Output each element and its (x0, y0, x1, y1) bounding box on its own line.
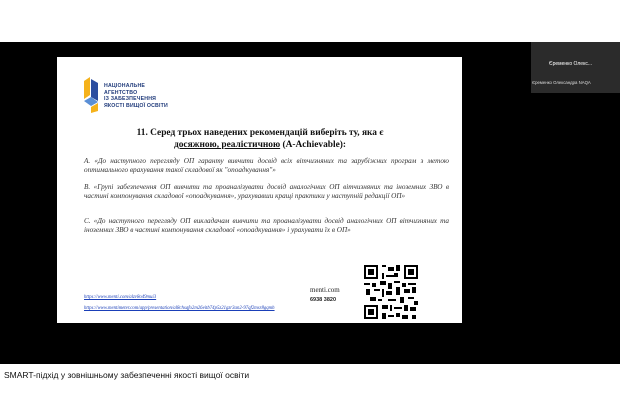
question-title-part2: (A-Achievable): (280, 140, 346, 150)
question-title-underlined: досяжною, реалістичною (174, 140, 281, 150)
logo-line-2: АГЕНТСТВО (104, 89, 138, 96)
logo-line-4: ЯКОСТІ ВИЩОЇ ОСВІТИ (104, 102, 168, 109)
video-caption: SMART-підхід у зовнішньому забезпеченні якості вищої освіти (4, 370, 250, 380)
menti-site-label: menti.com (310, 286, 340, 294)
option-b: В. «Групі забезпечення ОП вивчити та проаналізувати досвід аналогічних ОП вітчизняних та іноземних ЗВО в частині компонування складової «опоадкування», урахувавши кращі практики у наступній редакції ОП» (84, 183, 449, 200)
logo-line-1: НАЦІОНАЛЬНЕ (104, 83, 146, 89)
logo-text (104, 83, 168, 109)
mentimeter-presentation-link[interactable]: https://www.mentimeter.com/app/presentation/al8chsqfo2m26eitb74p5z21gzr3an2-97qf2msr8gqmh (84, 306, 275, 311)
option-a: А. «До наступного перегляду ОП гаранту вивчити досвід всіх вітчизняних та зарубіжних програм з метою оптимального врахування такої складової як "опоадкування"» (84, 157, 449, 174)
question-title (120, 127, 400, 151)
qr-code-icon (362, 263, 420, 321)
option-c: С. «До наступного перегляду ОП викладачам вивчити та проаналізувати досвід аналогічних ОП вітчизняних та іноземних ЗВО в частині компонування складової «опоадкування» і урахувати їх в ОП» (84, 217, 449, 234)
logo-line-3: ІЗ ЗАБЕЗПЕЧЕННЯ (104, 96, 157, 103)
participant-name: Єременко Олекс... (549, 61, 592, 67)
menti-code: 6938 3820 (310, 297, 336, 303)
menti-link[interactable]: https://www.menti.com/alzv8o49mui3 (84, 295, 157, 300)
naqa-logo-icon (82, 75, 102, 113)
participant-subtitle: Єременко Олександра NAQA (532, 80, 591, 85)
participant-video-tile[interactable] (531, 42, 620, 93)
question-title-part1: 11. Серед трьох наведених рекомендацій виберіть ту, яка є (136, 128, 384, 138)
